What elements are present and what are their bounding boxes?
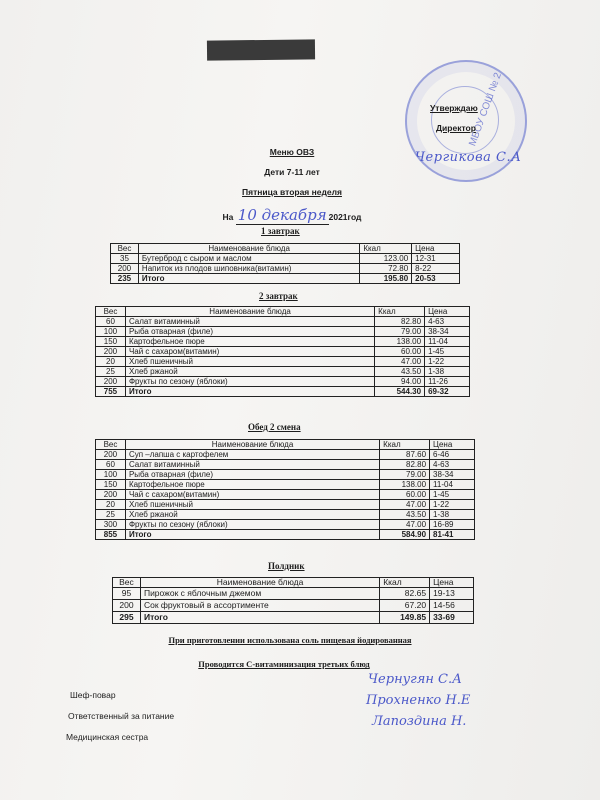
total-price: 69-32: [425, 387, 470, 397]
cell-price: 1-45: [430, 490, 475, 500]
total-price: 33-69: [430, 612, 474, 624]
table-breakfast-2: [95, 306, 470, 397]
cell-price: 12-31: [412, 254, 460, 264]
cell-price: 8-22: [412, 264, 460, 274]
total-weight: 755: [96, 387, 126, 397]
total-kcal: 195.80: [360, 274, 412, 284]
stamp-text: МБОУ СОШ № 2: [467, 71, 505, 148]
table-header: [96, 440, 475, 450]
staff-role-chef: Шеф-повар: [70, 690, 116, 700]
cell-kcal: 60.00: [375, 347, 425, 357]
cell-price: 1-22: [425, 357, 470, 367]
cell-kcal: 138.00: [380, 480, 430, 490]
cell-name: Салат витаминный: [125, 460, 379, 470]
cell-price: 16-89: [430, 520, 475, 530]
cell-kcal: 43.50: [380, 510, 430, 520]
date-handwritten: 10 декабря: [237, 206, 327, 224]
cell-weight: 300: [96, 520, 126, 530]
cell-price: 19-13: [430, 588, 474, 600]
cell-weight: 20: [96, 500, 126, 510]
cell-weight: 20: [96, 357, 126, 367]
cell-name: Чай с сахаром(витамин): [125, 490, 379, 500]
cell-kcal: 123.00: [360, 254, 412, 264]
cell-kcal: 47.00: [375, 357, 425, 367]
director-signature: Чергикова С.А: [415, 150, 522, 165]
salt-note: При приготовлении использована соль пищевая йодированная: [168, 635, 412, 645]
table-row: [96, 520, 475, 530]
cell-weight: 200: [113, 600, 141, 612]
approval-block: [430, 103, 478, 143]
col-price: Цена: [425, 307, 470, 317]
cell-price: 1-38: [425, 367, 470, 377]
cell-weight: 95: [113, 588, 141, 600]
cell-weight: 200: [111, 264, 139, 274]
col-kcal: Ккал: [380, 440, 430, 450]
table-row: [96, 480, 475, 490]
cell-kcal: 138.00: [375, 337, 425, 347]
cell-price: 38-34: [425, 327, 470, 337]
total-row: [113, 612, 474, 624]
total-label: Итого: [140, 612, 379, 624]
table-row: [96, 510, 475, 520]
cell-kcal: 82.65: [380, 588, 430, 600]
cell-name: Напиток из плодов шиповника(витамин): [138, 264, 359, 274]
col-weight: Вес: [96, 440, 126, 450]
col-kcal: Ккал: [360, 244, 412, 254]
cell-kcal: 82.80: [380, 460, 430, 470]
total-kcal: 544.30: [375, 387, 425, 397]
cell-weight: 60: [96, 460, 126, 470]
cell-weight: 25: [96, 367, 126, 377]
cell-price: 11-04: [430, 480, 475, 490]
cell-price: 6-46: [430, 450, 475, 460]
total-row: [96, 387, 470, 397]
cell-price: 11-04: [425, 337, 470, 347]
cell-price: 4-63: [425, 317, 470, 327]
cell-name: Картофельное пюре: [125, 480, 379, 490]
cell-weight: 35: [111, 254, 139, 264]
cell-name: Хлеб пшеничный: [125, 357, 374, 367]
cell-kcal: 82.80: [375, 317, 425, 327]
table-row: [96, 327, 470, 337]
cell-weight: 200: [96, 450, 126, 460]
total-row: [111, 274, 460, 284]
table-header: [113, 578, 474, 588]
cell-name: Салат витаминный: [125, 317, 374, 327]
total-label: Итого: [125, 387, 374, 397]
total-kcal: 149.85: [380, 612, 430, 624]
table-breakfast-1: [110, 243, 460, 284]
cell-name: Фрукты по сезону (яблоки): [125, 377, 374, 387]
table-header: [96, 307, 470, 317]
cell-kcal: 87.60: [380, 450, 430, 460]
col-weight: Вес: [96, 307, 126, 317]
col-weight: Вес: [113, 578, 141, 588]
date-suffix: 2021год: [328, 212, 362, 222]
total-weight: 295: [113, 612, 141, 624]
total-row: [96, 530, 475, 540]
total-price: 81-41: [430, 530, 475, 540]
cell-name: Бутерброд с сыром и маслом: [138, 254, 359, 264]
cell-kcal: 47.00: [380, 500, 430, 510]
cell-kcal: 79.00: [380, 470, 430, 480]
date-prefix: На: [222, 212, 234, 222]
cell-name: Рыба отварная (филе): [125, 327, 374, 337]
cell-weight: 60: [96, 317, 126, 327]
table-row: [111, 254, 460, 264]
section-title-snack: Полдник: [268, 561, 305, 571]
table-row: [96, 337, 470, 347]
signature-nutrition: Прохненко Н.Е: [366, 693, 471, 708]
age-group: Дети 7-11 лет: [264, 167, 320, 177]
table-row: [96, 490, 475, 500]
col-price: Цена: [430, 578, 474, 588]
section-title-breakfast-1: 1 завтрак: [261, 226, 300, 236]
total-weight: 855: [96, 530, 126, 540]
signature-chef: Чернугян С.А: [368, 672, 462, 687]
cell-kcal: 94.00: [375, 377, 425, 387]
approval-line: Утверждаю: [430, 103, 478, 113]
col-name: Наименование блюда: [125, 440, 379, 450]
table-row: [96, 460, 475, 470]
vitamin-note: Проводится С-витаминизация третьих блюд: [198, 659, 370, 669]
col-kcal: Ккал: [380, 578, 430, 588]
table-row: [96, 500, 475, 510]
cell-kcal: 79.00: [375, 327, 425, 337]
table-row: [96, 470, 475, 480]
cell-kcal: 43.50: [375, 367, 425, 377]
signature-nurse: Лапоздина Н.: [372, 714, 467, 729]
table-header: [111, 244, 460, 254]
total-weight: 235: [111, 274, 139, 284]
table-row: [96, 317, 470, 327]
cell-weight: 200: [96, 347, 126, 357]
cell-name: Хлеб ржаной: [125, 510, 379, 520]
cell-name: Чай с сахаром(витамин): [125, 347, 374, 357]
director-label: Директор: [436, 123, 476, 133]
total-label: Итого: [138, 274, 359, 284]
col-name: Наименование блюда: [140, 578, 379, 588]
date-line: [0, 206, 592, 225]
table-row: [96, 367, 470, 377]
col-weight: Вес: [111, 244, 139, 254]
col-name: Наименование блюда: [138, 244, 359, 254]
cell-name: Хлеб ржаной: [125, 367, 374, 377]
table-row: [96, 357, 470, 367]
cell-price: 1-45: [425, 347, 470, 357]
cell-weight: 200: [96, 377, 126, 387]
day-label: Пятница вторая неделя: [242, 187, 342, 197]
table-row: [96, 377, 470, 387]
col-kcal: Ккал: [375, 307, 425, 317]
cell-name: Суп –лапша с картофелем: [125, 450, 379, 460]
table-snack: [112, 577, 474, 624]
cell-name: Рыба отварная (филе): [125, 470, 379, 480]
cell-price: 14-56: [430, 600, 474, 612]
total-label: Итого: [125, 530, 379, 540]
cell-kcal: 60.00: [380, 490, 430, 500]
cell-kcal: 67.20: [380, 600, 430, 612]
cell-weight: 100: [96, 327, 126, 337]
cell-weight: 25: [96, 510, 126, 520]
cell-price: 1-38: [430, 510, 475, 520]
staff-role-nurse: Медицинская сестра: [66, 732, 149, 742]
table-lunch: [95, 439, 475, 540]
cell-weight: 150: [96, 337, 126, 347]
total-kcal: 584.90: [380, 530, 430, 540]
table-row: [113, 588, 474, 600]
col-price: Цена: [412, 244, 460, 254]
table-row: [111, 264, 460, 274]
cell-name: Сок фруктовый в ассортименте: [140, 600, 379, 612]
cell-weight: 150: [96, 480, 126, 490]
staff-role-nutrition: Ответственный за питание: [68, 711, 175, 721]
cell-weight: 200: [96, 490, 126, 500]
col-name: Наименование блюда: [125, 307, 374, 317]
cell-price: 4-63: [430, 460, 475, 470]
cell-name: Хлеб пшеничный: [125, 500, 379, 510]
redacted-block: [207, 39, 315, 60]
total-price: 20-53: [412, 274, 460, 284]
cell-name: Картофельное пюре: [125, 337, 374, 347]
cell-name: Фрукты по сезону (яблоки): [125, 520, 379, 530]
section-title-breakfast-2: 2 завтрак: [259, 291, 298, 301]
table-row: [96, 450, 475, 460]
col-price: Цена: [430, 440, 475, 450]
cell-price: 1-22: [430, 500, 475, 510]
cell-weight: 100: [96, 470, 126, 480]
cell-kcal: 72.80: [360, 264, 412, 274]
menu-title: Меню ОВЗ: [269, 147, 315, 157]
cell-price: 11-26: [425, 377, 470, 387]
cell-name: Пирожок с яблочным джемом: [140, 588, 379, 600]
cell-price: 38-34: [430, 470, 475, 480]
table-row: [113, 600, 474, 612]
table-row: [96, 347, 470, 357]
section-title-lunch: Обед 2 смена: [248, 422, 301, 432]
cell-kcal: 47.00: [380, 520, 430, 530]
